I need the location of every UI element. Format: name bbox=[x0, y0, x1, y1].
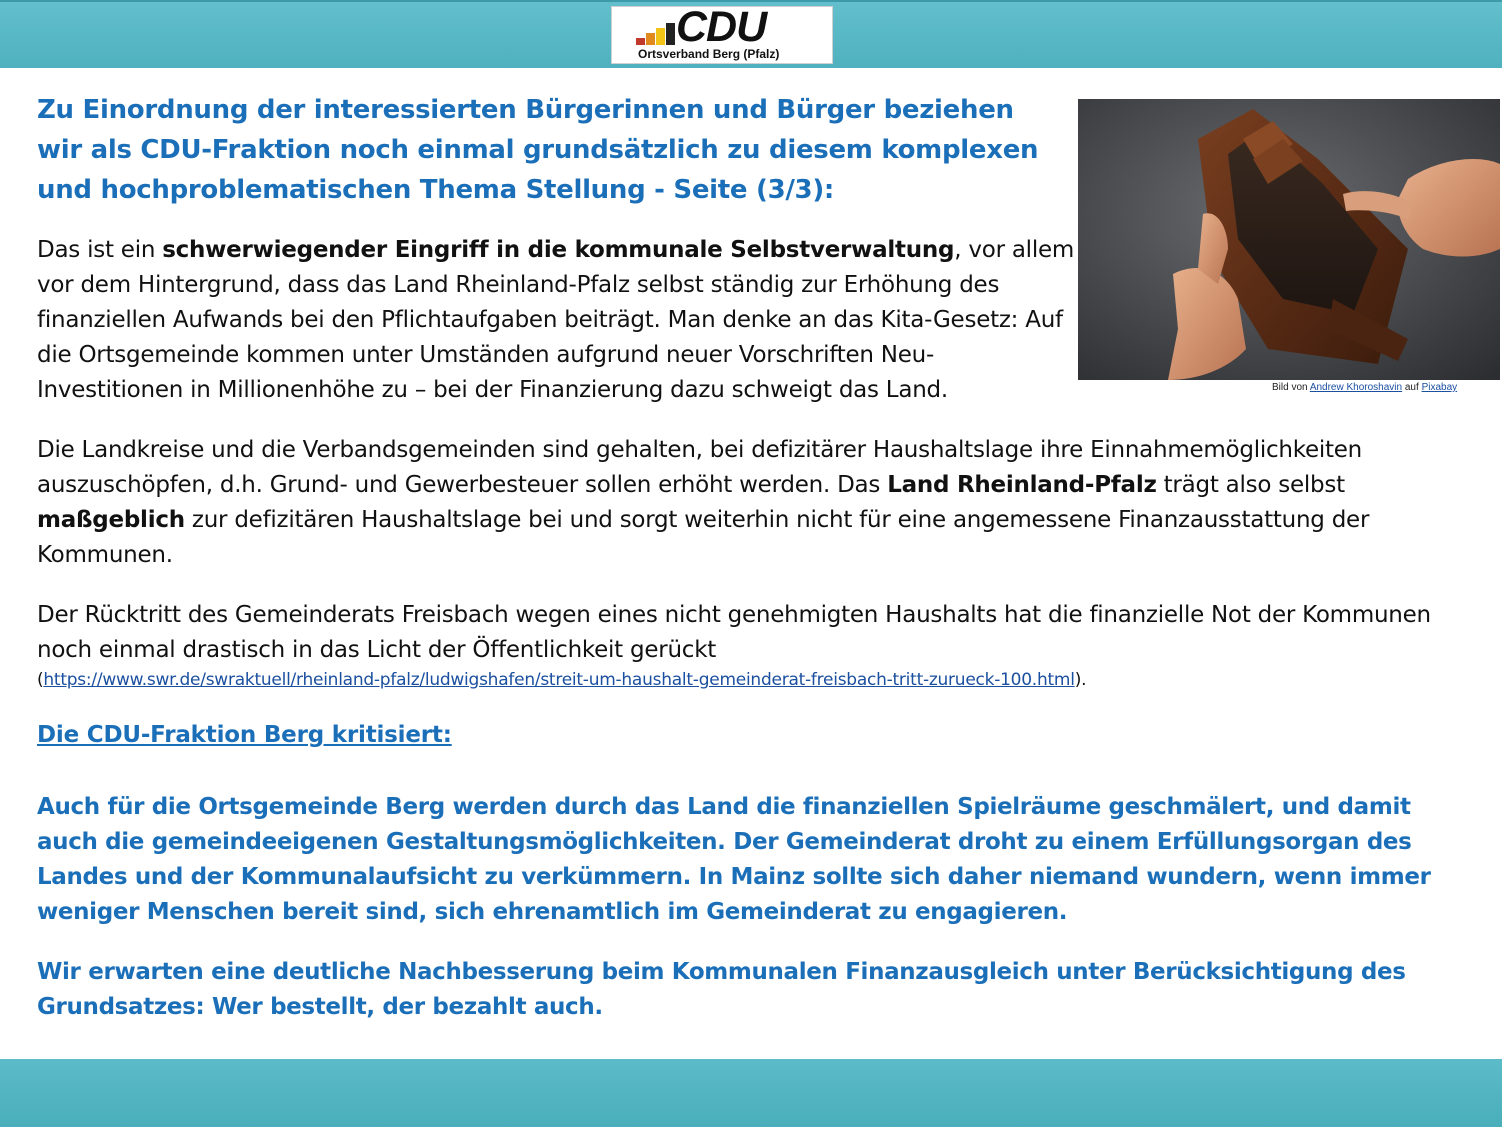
link-open-paren: ( bbox=[37, 670, 44, 690]
criticism-paragraph: Auch für die Ortsgemeinde Berg werden durch das Land die finanziellen Spielräume geschmälert, und damit auch die gemeindeeigenen Gestaltungsmöglichkeiten. Der Gemeinderat droht zu einem Erfüllungsorgan des Landes und der Kommunalaufsicht zu verkümmern. In Mainz sollte sich daher niemand wundern, wenn immer weniger Menschen bereit sind, sich ehrenamtlich im Gemeinderat zu engagieren. bbox=[37, 794, 1431, 925]
p1-text-1: Das ist ein bbox=[37, 237, 163, 263]
wallet-image bbox=[1078, 99, 1500, 380]
caption-source-link[interactable]: Pixabay bbox=[1421, 382, 1458, 393]
p2-bold-1: Land Rheinland-Pfalz bbox=[887, 472, 1157, 498]
logo-word: CDU bbox=[676, 3, 767, 51]
logo-subtitle: Ortsverband Berg (Pfalz) bbox=[638, 47, 780, 61]
caption-prefix: Bild von bbox=[1272, 382, 1310, 393]
page-heading: Zu Einordnung der interessierten Bürgerinnen und Bürger beziehen wir als CDU-Fraktion noch einmal grundsätzlich zu diesem komplexen und hochproblematischen Thema Stellung - Seite (3/3): bbox=[37, 95, 1039, 205]
p2-text-3: zur defizitären Haushaltslage bei und sorgt weiterhin nicht für eine angemessene Finanzausstattung der Kommunen. bbox=[37, 507, 1370, 568]
criticism-subheading: Die CDU-Fraktion Berg kritisiert: bbox=[37, 722, 452, 748]
p1-text-2: , vor allem vor dem Hintergrund, dass das Land Rheinland-Pfalz selbst ständig zur Erhöhung des finanziellen Aufwands bei den Pflichtaufgaben beiträgt. Man denke an das Kita-Gesetz: Auf die Ortsgemeinde kommen unter Umständen aufgrund neuer Vorschriften Neu-Investitionen in Millionenhöhe zu – bei der Finanzierung dazu schweigt das Land. bbox=[37, 237, 1075, 403]
photo-caption bbox=[1272, 382, 1457, 393]
logo-bars-icon bbox=[636, 23, 678, 45]
demand-paragraph: Wir erwarten eine deutliche Nachbesserung beim Kommunalen Finanzausgleich unter Berücksichtigung des Grundsatzes: Wer bestellt, der bezahlt auch. bbox=[37, 959, 1406, 1020]
cdu-logo bbox=[611, 3, 833, 64]
empty-wallet-photo bbox=[1078, 99, 1500, 380]
p2-text-2: trägt also selbst bbox=[1156, 472, 1345, 498]
link-close-paren: ). bbox=[1074, 670, 1087, 690]
p2-bold-2: maßgeblich bbox=[37, 507, 185, 533]
paragraph-3: Der Rücktritt des Gemeinderats Freisbach wegen eines nicht genehmigten Haushalts hat die finanzielle Not der Kommunen noch einmal drastisch in das Licht der Öffentlichkeit gerückt bbox=[37, 602, 1431, 663]
paragraph-1 bbox=[37, 233, 1077, 408]
footer-bar bbox=[0, 1059, 1502, 1127]
caption-middle: auf bbox=[1402, 382, 1422, 393]
paragraph-2 bbox=[37, 433, 1447, 573]
source-link-line bbox=[37, 670, 1086, 690]
caption-author-link[interactable]: Andrew Khoroshavin bbox=[1309, 382, 1403, 393]
p1-bold-1: schwerwiegender Eingriff in die kommunale Selbstverwaltung bbox=[162, 237, 955, 263]
p2-text-1: Die Landkreise und die Verbandsgemeinden sind gehalten, bei defizitärer Haushaltslage ihre Einnahmemöglichkeiten auszuschöpfen, d.h. Grund- und Gewerbesteuer sollen erhöht werden. Das bbox=[37, 437, 1363, 498]
swr-article-link[interactable]: https://www.swr.de/swraktuell/rheinland-pfalz/ludwigshafen/streit-um-haushalt-gemeinderat-freisbach-tritt-zurueck-100.html bbox=[43, 670, 1075, 690]
